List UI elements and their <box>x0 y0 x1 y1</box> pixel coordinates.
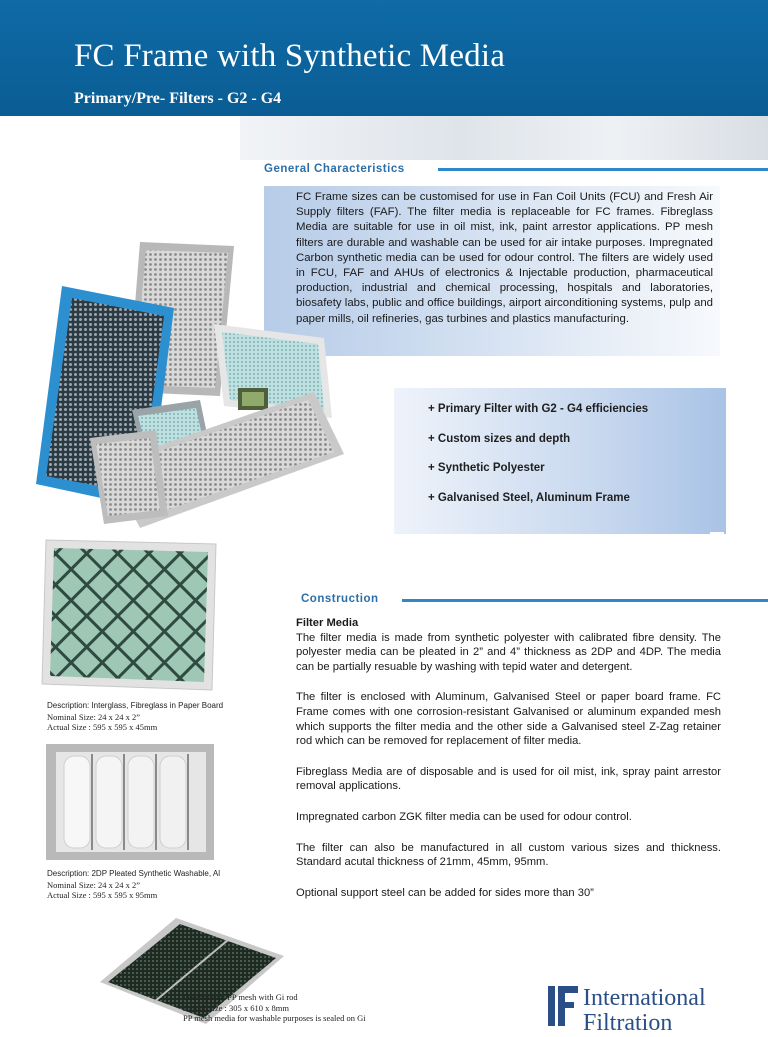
sky-strip <box>0 116 768 160</box>
filter-panels-photo <box>28 232 358 532</box>
general-text: FC Frame sizes can be customised for use in Fan Coil Units (FCU) and Fresh Air Supply filters (FAF). The filter media is replaceable for FC frames. Fibreglass Media are suitable for use in oil mist, ink, paint arrestor applications. PP mesh filters are durable and washable can be used for air intake purposes. Impregnated Carbon synthetic media can be used for odour control. The filters are widely used in FCU, FAF and AHUs of electronics & Injectable production, pharmaceutical production, industrial and chemical processing, hospitals and laboratories, biosafety labs, public and office buildings, airport airconditioning systems, pulp and paper mills, oil refineries, gas turbines and plastics manufacturing. <box>296 191 713 325</box>
general-heading: General Characteristics <box>264 163 405 175</box>
header-banner <box>0 0 768 116</box>
feature-item: + Primary Filter with G2 - G4 efficiencies <box>428 403 649 415</box>
page-subtitle: Primary/Pre- Filters - G2 - G4 <box>74 90 282 107</box>
construction-paragraph: The filter media is made from synthetic polyester with calibrated fibre density. The polyester media can be pleated in 2” and 4” thickness as 2DP and 4DP. The media can be partially resuable by washing with tepid water and detergent. <box>296 631 721 673</box>
fibreglass-filter-photo <box>40 536 220 694</box>
pleated-filter-photo <box>44 742 218 862</box>
logo-line-2: Filtration <box>583 1010 673 1036</box>
caption-fibreglass: Description: Interglass, Fibreglass in Paper Board Nominal Size: 24 x 24 x 2” Actual Size : 595 x 595 x 45mm <box>47 701 224 732</box>
construction-paragraph: Impregnated carbon ZGK filter media can be used for odour control. <box>296 810 632 823</box>
construction-heading: Construction <box>301 593 379 605</box>
caption-pleated: Description: 2DP Pleated Synthetic Washable, Al Nominal Size: 24 x 24 x 2” Actual Size : 595 x 595 x 95mm <box>47 869 220 900</box>
construction-heading-rule <box>402 599 768 602</box>
construction-paragraph: Fibreglass Media are of disposable and is used for oil mist, ink, spray paint arrestor removal applications. <box>296 765 721 793</box>
features-panel <box>394 388 726 534</box>
construction-paragraph: Optional support steel can be added for sides more than 30” <box>296 886 594 899</box>
caption-pp-mesh: Description: PP mesh with Gi rod Actual Size : 305 x 610 x 8mm PP mesh media for washable purposes is sealed on Gi <box>183 992 366 1023</box>
logo-line-1: International <box>583 985 706 1011</box>
construction-paragraph: The filter can also be manufactured in all custom various sizes and thickness. Standard acutal thickness of 21mm, 45mm, 95mm. <box>296 841 721 869</box>
page-title: FC Frame with Synthetic Media <box>74 38 506 74</box>
feature-item: + Custom sizes and depth <box>428 432 571 445</box>
features-list <box>428 403 648 521</box>
general-heading-rule <box>438 168 768 171</box>
construction-text <box>296 616 721 916</box>
filter-media-subheading: Filter Media <box>296 617 359 629</box>
company-logo-icon <box>548 986 578 1026</box>
feature-item: + Synthetic Polyester <box>428 462 545 474</box>
construction-paragraph: The filter is enclosed with Aluminum, Galvanised Steel or paper board frame. FC Frame comes with one corrosion-resistant Galvanised or aluminum expanded mesh which supports the filter media and the other side a Galvanised steel Z-Zag retainer rod which can be removed for replacement of filter media. <box>296 691 721 748</box>
feature-item: + Galvanised Steel, Aluminum Frame <box>428 491 630 504</box>
